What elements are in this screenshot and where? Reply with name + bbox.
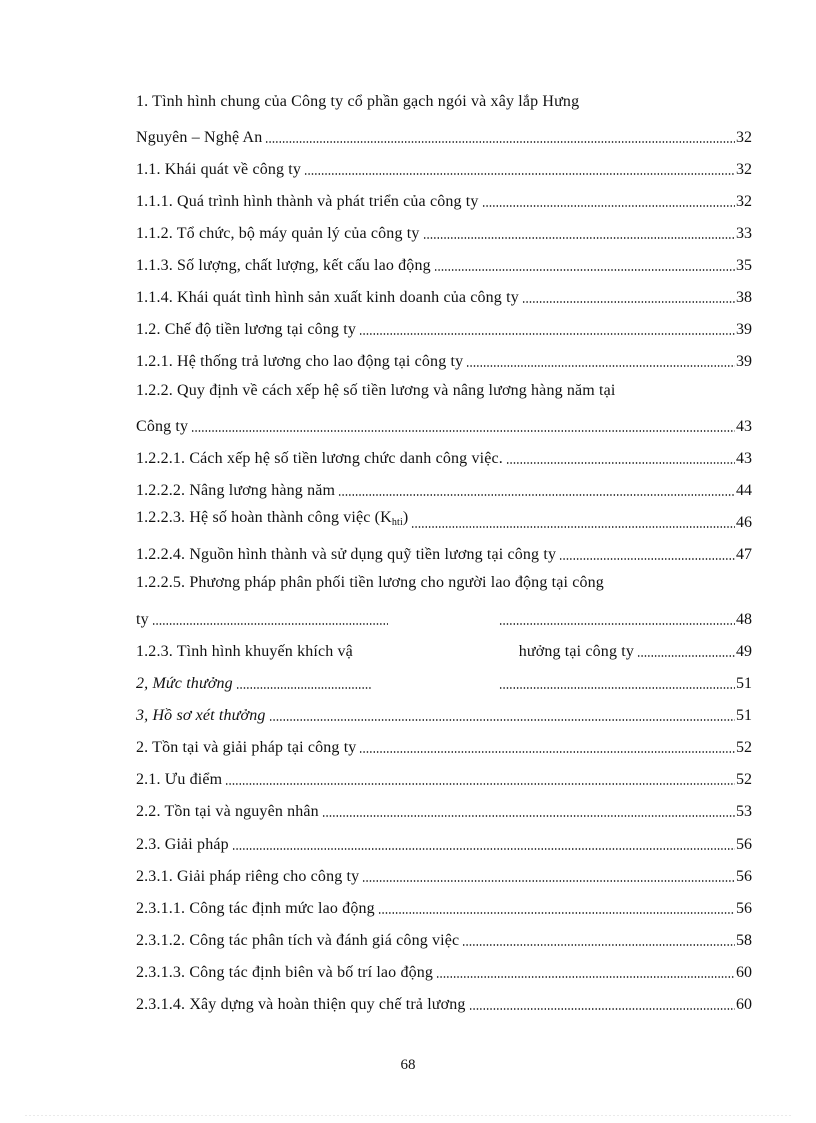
toc-entry-title: 2.3.1.1. Công tác định mức lao động (136, 900, 375, 917)
subscript: hti (391, 517, 403, 528)
toc-entry-title: Công ty (136, 418, 189, 435)
toc-entry (136, 606, 752, 630)
toc-entry-title: 1.2.3. Tình hình khuyến khích vậ (136, 643, 353, 660)
toc-entry-page: 38 (736, 289, 752, 306)
toc-entry (136, 734, 752, 758)
toc-entry (136, 509, 752, 533)
toc-entry-page: 35 (736, 257, 752, 274)
toc-entry (136, 895, 752, 919)
dot-leader (338, 494, 735, 496)
toc-entry-title: 3, Hồ sơ xét thưởng (136, 707, 266, 724)
toc-entry (136, 92, 752, 116)
toc-entry (136, 413, 752, 437)
toc-entry-title: 1.2.2. Quy định về cách xếp hệ số tiền lương và nâng lương hàng năm tại (136, 382, 616, 399)
toc-entry-title: 2.3.1.2. Công tác phân tích và đánh giá công việc (136, 932, 460, 949)
toc-entry (136, 863, 752, 887)
dot-leader (469, 1008, 735, 1010)
toc-entry (136, 188, 752, 212)
toc-entry-page: 49 (736, 643, 752, 660)
toc-entry-page: 53 (736, 803, 752, 820)
toc-entry-page: 56 (736, 836, 752, 853)
dot-leader (637, 655, 735, 657)
toc-entry-title: 2.3. Giải pháp (136, 836, 229, 853)
toc-entry-page: 43 (736, 450, 752, 467)
toc-entry-page: 32 (736, 129, 752, 146)
toc-entry (136, 381, 752, 405)
toc-entry-title: ty (136, 611, 149, 628)
toc-entry (136, 252, 752, 276)
toc-entry-page: 60 (736, 964, 752, 981)
toc-entry (136, 316, 752, 340)
dot-leader (522, 301, 735, 303)
toc-entry-title: 1.2. Chế độ tiền lương tại công ty (136, 321, 356, 338)
dot-leader (362, 880, 735, 882)
page-edge-divider (24, 1115, 792, 1116)
toc-entry-page: 47 (736, 546, 752, 563)
dot-leader (499, 687, 735, 689)
toc-entry (136, 284, 752, 308)
toc-entry (136, 156, 752, 180)
toc-entry-title: 1.2.2.4. Nguồn hình thành và sử dụng quỹ tiền lương tại công ty (136, 546, 557, 563)
toc-entry-title: 2.3.1.4. Xây dựng và hoàn thiện quy chế trả lương (136, 996, 466, 1013)
dot-leader (359, 751, 735, 753)
toc-entry-page: 32 (736, 193, 752, 210)
dot-leader (322, 815, 735, 817)
toc-entry (136, 991, 752, 1015)
toc-entry-title: 1. Tình hình chung của Công ty cổ phần gạch ngói và xây lắp Hưng (136, 93, 580, 110)
toc-entry (136, 766, 752, 790)
dot-leader (191, 430, 735, 432)
toc-entry-title: 2. Tồn tại và giải pháp tại công ty (136, 739, 357, 756)
dot-leader (423, 237, 735, 239)
dot-leader (265, 141, 735, 143)
toc-entry-title-tail: ) (402, 509, 409, 526)
toc-entry-title: 1.2.2.2. Nâng lương hàng năm (136, 482, 336, 499)
toc-entry (136, 702, 752, 726)
toc-entry-page: 51 (736, 675, 752, 692)
toc-entry-page: 39 (736, 321, 752, 338)
toc-entry-title: 1.1.3. Số lượng, chất lượng, kết cấu lao động (136, 257, 431, 274)
dot-leader (462, 944, 735, 946)
toc-entry-title (136, 508, 408, 533)
toc-entry-title: 1.1.1. Quá trình hình thành và phát triển của công ty (136, 193, 479, 210)
toc-entry-page: 60 (736, 996, 752, 1013)
dot-leader (436, 976, 735, 978)
toc-entry-title: 1.2.1. Hệ thống trả lương cho lao động tại công ty (136, 353, 464, 370)
toc-entry (136, 959, 752, 983)
dot-leader (466, 365, 735, 367)
toc-entry-title: 1.2.2.5. Phương pháp phân phối tiền lương cho người lao động tại công (136, 574, 604, 591)
toc-entry-title: 1.1.4. Khái quát tình hình sản xuất kinh doanh của công ty (136, 289, 519, 306)
toc-entry-page: 43 (736, 418, 752, 435)
dot-leader (434, 269, 735, 271)
page-number: 68 (400, 1057, 416, 1073)
toc-entry-title: 2, Mức thưởng (136, 675, 233, 692)
dot-leader (378, 912, 735, 914)
toc-entry (136, 124, 752, 148)
toc-entry (136, 477, 752, 501)
toc-entry-page: 58 (736, 932, 752, 949)
toc-entry-page: 33 (736, 225, 752, 242)
toc-entry (136, 573, 752, 597)
toc-entry-title: 2.1. Ưu điểm (136, 771, 223, 788)
toc-entry-page: 52 (736, 771, 752, 788)
toc-entry (136, 927, 752, 951)
dot-leader (506, 462, 735, 464)
toc-entry-page: 56 (736, 868, 752, 885)
toc-entry-title-text: 1.2.2.3. Hệ số hoàn thành công việc (K (136, 509, 392, 526)
toc-entry-title: 1.2.2.1. Cách xếp hệ số tiền lương chức danh công việc. (136, 450, 503, 467)
toc-entry-title: 2.2. Tồn tại và nguyên nhân (136, 803, 319, 820)
toc-entry (136, 541, 752, 565)
dot-leader (304, 173, 735, 175)
toc-entry-title: 2.3.1. Giải pháp riêng cho công ty (136, 868, 360, 885)
toc-entry-title: 2.3.1.3. Công tác định biên và bố trí lao động (136, 964, 434, 981)
toc-entry (136, 670, 752, 694)
toc-entry-page: 56 (736, 900, 752, 917)
toc-entry (136, 348, 752, 372)
toc-entry-title-tail: hưởng tại công ty (518, 643, 634, 660)
dot-leader (559, 558, 735, 560)
toc-entry-page: 52 (736, 739, 752, 756)
toc-entry (136, 831, 752, 855)
toc-entry (136, 798, 752, 822)
toc-entry (136, 638, 752, 662)
toc-entry-title: 1.1. Khái quát về công ty (136, 161, 302, 178)
dot-leader (482, 205, 735, 207)
toc-entry-page: 39 (736, 353, 752, 370)
toc-entry (136, 445, 752, 469)
dot-leader (411, 526, 735, 528)
toc-entry-page: 48 (736, 611, 752, 628)
toc-entry-page: 32 (736, 161, 752, 178)
dot-leader (499, 623, 735, 625)
toc-entry-page: 44 (736, 482, 752, 499)
dot-leader (152, 623, 388, 625)
toc-entry-title: Nguyên – Nghệ An (136, 129, 263, 146)
dot-leader (236, 687, 372, 689)
dot-leader (225, 783, 735, 785)
dot-leader (269, 719, 735, 721)
toc-entry (136, 220, 752, 244)
dot-leader (232, 848, 735, 850)
toc-entry-page: 51 (736, 707, 752, 724)
toc-entry-page: 46 (736, 514, 752, 531)
toc-entry-title: 1.1.2. Tổ chức, bộ máy quản lý của công ty (136, 225, 420, 242)
dot-leader (359, 333, 735, 335)
